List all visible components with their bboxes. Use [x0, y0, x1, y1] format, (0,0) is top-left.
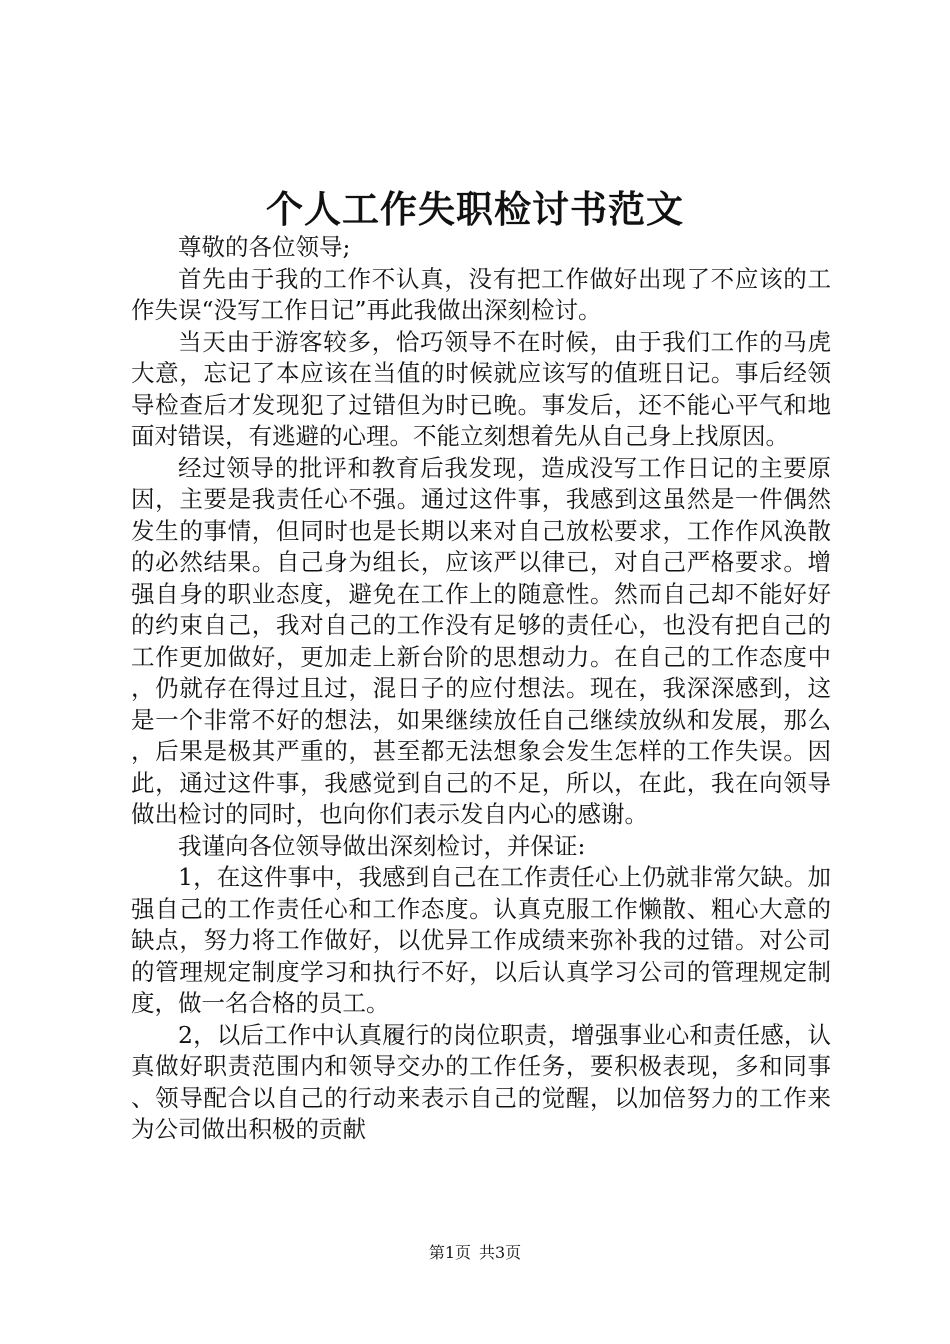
- paragraph-1: 首先由于我的工作不认真，没有把工作做好出现了不应该的工作失误“没写工作日记”再此我做出深刻检讨。: [131, 264, 831, 324]
- paragraph-6: 2，以后工作中认真履行的岗位职责，增强事业心和责任感，认真做好职责范围内和领导交办的工作任务，要积极表现，多和同事、领导配合以自己的行动来表示自己的觉醒，以加倍努力的工作来为公司做出积极的贡献: [131, 1020, 831, 1143]
- document-body: [131, 232, 831, 1146]
- page-number-total: 共3页: [479, 1243, 522, 1262]
- paragraph-5: 1，在这件事中，我感到自己在工作责任心上仍就非常欠缺。加强自己的工作责任心和工作态度。认真克服工作懒散、粗心大意的缺点，努力将工作做好，以优异工作成绩来弥补我的过错。对公司的管理规定制度学习和执行不好，以后认真学习公司的管理规定制度，做一名合格的员工。: [131, 863, 831, 1017]
- paragraph-3: 经过领导的批评和教育后我发现，造成没写工作日记的主要原因，主要是我责任心不强。通过这件事，我感到这虽然是一件偶然发生的事情，但同时也是长期以来对自己放松要求，工作作风涣散的必然结果。自己身为组长，应该严以律已，对自己严格要求。增强自身的职业态度，避免在工作上的随意性。然而自己却不能好好的约束自己，我对自己的工作没有足够的责任心，也没有把自己的工作更加做好，更加走上新台阶的思想动力。在自己的工作态度中，仍就存在得过且过，混日子的应付想法。现在，我深深感到，这是一个非常不好的想法，如果继续放任自己继续放纵和发展，那么，后果是极其严重的，甚至都无法想象会发生怎样的工作失误。因此，通过这件事，我感觉到自己的不足，所以，在此，我在向领导做出检讨的同时，也向你们表示发自内心的感谢。: [131, 453, 831, 828]
- salutation: 尊敬的各位领导;: [178, 233, 351, 261]
- paragraph-2: 当天由于游客较多，恰巧领导不在时候，由于我们工作的马虎大意，忘记了本应该在当值的时候就应该写的值班日记。事后经领导检查后才发现犯了过错但为时已晚。事发后，还不能心平气和地面对错误，有逃避的心理。不能立刻想着先从自己身上找原因。: [131, 327, 831, 450]
- document-title: 个人工作失职检讨书范文: [266, 187, 684, 231]
- page-number-current: 第1页: [428, 1243, 471, 1262]
- paragraph-4: 我谨向各位领导做出深刻检讨，并保证:: [178, 831, 586, 860]
- page-footer: [0, 1242, 950, 1264]
